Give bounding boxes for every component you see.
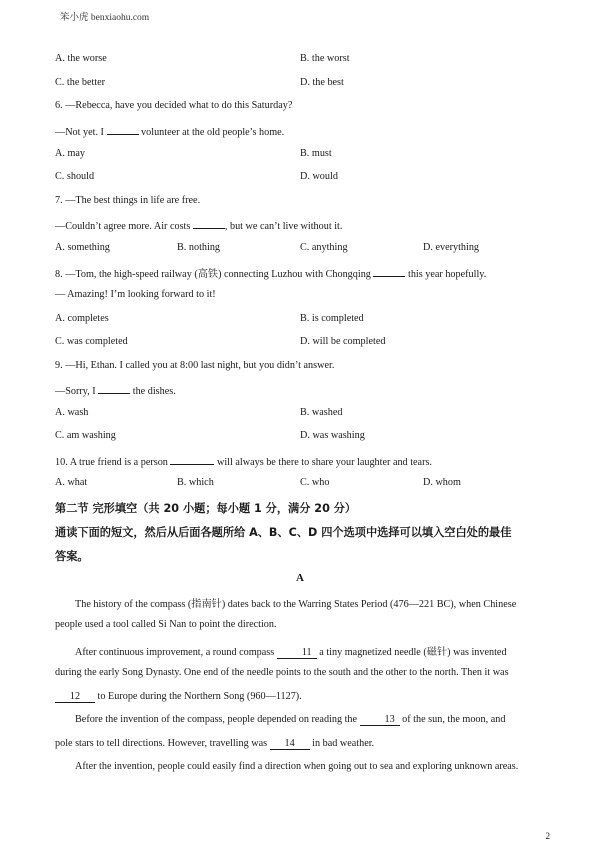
passage-p2-line1: After continuous improvement, a round compass 11 a tiny magnetized needle (磁针) was invented (75, 647, 507, 658)
section-instructions-line2: 答案。 (55, 550, 89, 563)
q9-stem-line1: 9. —Hi, Ethan. I called you at 8:00 last night, but you didn’t answer. (55, 360, 335, 371)
q9-option-c: C. am washing (55, 430, 116, 441)
q10-stem: 10. A true friend is a person will always be there to share your laughter and tears. (55, 454, 432, 468)
q8-option-a: A. completes (55, 313, 109, 324)
answer-blank (98, 383, 130, 394)
q7-option-d: D. everything (423, 242, 480, 253)
q9-option-d: D. was washing (300, 430, 365, 441)
q8-option-b: B. is completed (300, 313, 364, 324)
q7-option-b: B. nothing (177, 242, 221, 253)
site-header: 笨小虎 benxiaohu.com (60, 13, 150, 23)
q5-option-c: C. the better (55, 77, 106, 88)
q10-option-a: A. what (55, 477, 88, 488)
answer-blank (107, 124, 139, 135)
passage-label: A (296, 572, 304, 584)
q5-option-a: A. the worse (55, 53, 107, 64)
answer-blank (170, 454, 214, 465)
q10-option-c: C. who (300, 477, 330, 488)
q6-option-a: A. may (55, 148, 85, 159)
answer-blank (193, 218, 225, 229)
q7-stem-line2: —Couldn’t agree more. Air costs , but we can’t live without it. (55, 218, 342, 232)
q6-stem-line2: —Not yet. I volunteer at the old people’s home. (55, 124, 284, 138)
q7-option-c: C. anything (300, 242, 348, 253)
q6-stem-line1: 6. —Rebecca, have you decided what to do this Saturday? (55, 100, 293, 111)
q8-option-c: C. was completed (55, 336, 128, 347)
passage-p1-line1: The history of the compass (指南针) dates back to the Warring States Period (476—221 BC), when Chinese (75, 599, 517, 610)
q9-stem-line2: —Sorry, I the dishes. (55, 383, 176, 397)
q8-option-d: D. will be completed (300, 336, 386, 347)
blank-11: 11 (277, 647, 317, 659)
q8-stem-line1: 8. —Tom, the high-speed railway (高铁) connecting Luzhou with Chongqing this year hopefully. (55, 265, 486, 280)
q9-option-a: A. wash (55, 407, 89, 418)
passage-p1-line2: people used a tool called Si Nan to point the direction. (55, 619, 277, 630)
passage-p4-line1: After the invention, people could easily find a direction when going out to sea and exploring unknown areas. (75, 761, 519, 772)
q10-option-b: B. which (177, 477, 214, 488)
passage-p3-line2: pole stars to tell directions. However, travelling was 14 in bad weather. (55, 738, 375, 749)
q8-stem-line2: — Amazing! I’m looking forward to it! (55, 289, 216, 300)
q6-option-c: C. should (55, 171, 95, 182)
q6-option-d: D. would (300, 171, 338, 182)
blank-12: 12 (55, 691, 95, 703)
q10-option-d: D. whom (423, 477, 461, 488)
section-title: 第二节 完形填空（共 20 小题；每小题 1 分，满分 20 分） (55, 502, 357, 515)
q7-stem-line1: 7. —The best things in life are free. (55, 195, 201, 206)
q5-option-b: B. the worst (300, 53, 350, 64)
q9-option-b: B. washed (300, 407, 343, 418)
q5-option-d: D. the best (300, 77, 344, 88)
blank-14: 14 (270, 738, 310, 750)
q6-option-b: B. must (300, 148, 332, 159)
answer-blank (373, 266, 405, 277)
passage-p3-line1: Before the invention of the compass, people depended on reading the 13 of the sun, the moon, and (75, 714, 506, 725)
blank-13: 13 (360, 714, 400, 726)
passage-p2-line2: during the early Song Dynasty. One end of the needle points to the south and the other to the north. Then it was (55, 667, 509, 678)
q7-option-a: A. something (55, 242, 110, 253)
passage-p2-line3: 12 to Europe during the Northern Song (960—1127). (55, 691, 302, 703)
section-instructions-line1: 通读下面的短文，然后从后面各题所给 A、B、C、D 四个选项中选择可以填入空白处的最佳 (55, 526, 512, 539)
page-number: 2 (545, 831, 550, 841)
